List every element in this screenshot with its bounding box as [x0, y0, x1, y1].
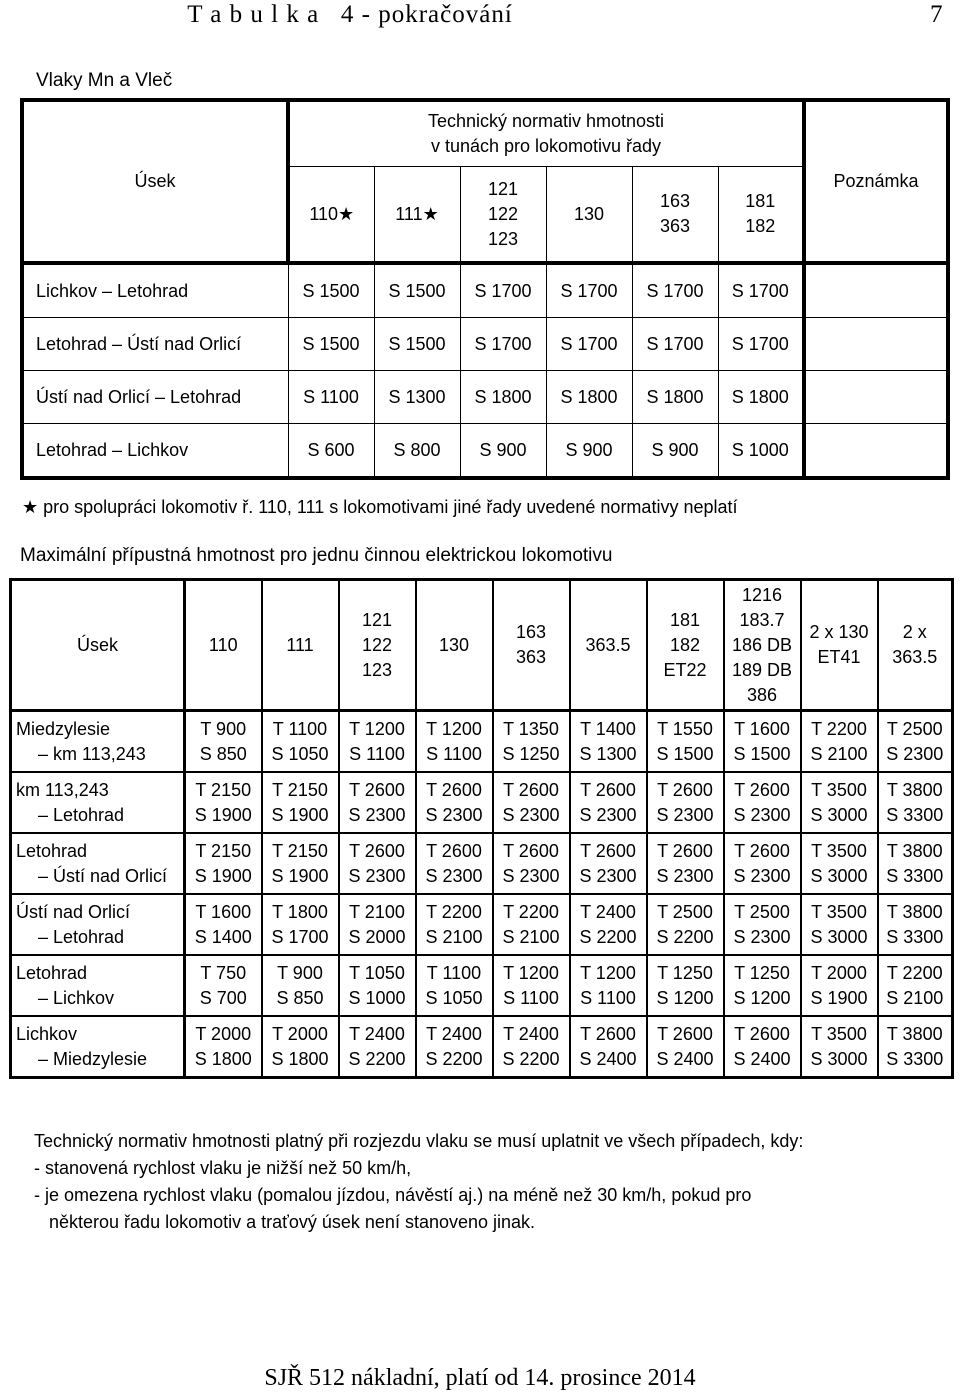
value-cell: S 1500 [288, 318, 374, 371]
value-s: S 2100 [886, 987, 944, 1008]
header-loco: 110 [185, 580, 262, 711]
value-s: S 1900 [810, 987, 868, 1008]
header-loco: 181 182 ET22 [647, 580, 724, 711]
value-cell: S 1100 [288, 371, 374, 424]
value-s: S 2400 [733, 1048, 791, 1069]
value-t: T 2150 [272, 840, 328, 861]
value-t: T 2200 [886, 962, 943, 983]
value-cell: S 1700 [460, 263, 546, 318]
value-s: S 1100 [503, 987, 559, 1008]
value-cell: S 900 [632, 424, 718, 479]
page-number: 7 [930, 1, 943, 28]
value-s: S 2300 [656, 865, 714, 886]
table-row [11, 833, 953, 894]
value-s: S 1200 [656, 987, 714, 1008]
value-s: S 2400 [656, 1048, 714, 1069]
value-s: S 2100 [425, 926, 483, 947]
value-cell [339, 1016, 416, 1078]
header-loco: 111★ [374, 167, 460, 264]
value-t: T 2200 [426, 901, 482, 922]
route-cell: Lichkov – Letohrad [22, 263, 288, 318]
header-loco: 181 182 [718, 167, 804, 264]
value-cell [801, 1016, 878, 1078]
value-s: S 1500 [656, 743, 714, 764]
value-cell [878, 711, 953, 773]
value-s: S 3300 [886, 1048, 944, 1069]
value-cell [724, 833, 801, 894]
value-cell [801, 955, 878, 1016]
value-cell: S 1700 [546, 318, 632, 371]
value-t: T 2600 [426, 779, 482, 800]
route-to: – Miedzylesie [38, 1048, 148, 1069]
value-s: S 2300 [425, 865, 483, 886]
value-cell [647, 894, 724, 955]
header-loco: 2 x 363.5 [878, 580, 953, 711]
value-s: S 3000 [810, 804, 868, 825]
value-cell [493, 955, 570, 1016]
route-cell: Ústí nad Orlicí – Letohrad [22, 371, 288, 424]
route-from: km 113,243 [16, 779, 109, 800]
value-s: S 1050 [425, 987, 483, 1008]
value-s: S 1100 [426, 743, 482, 764]
table-row [22, 371, 948, 424]
value-s: S 1300 [579, 743, 637, 764]
value-t: T 2100 [349, 901, 405, 922]
value-t: T 750 [200, 962, 247, 983]
value-t: T 1050 [349, 962, 405, 983]
value-cell [185, 711, 262, 773]
value-cell [339, 833, 416, 894]
value-cell [185, 772, 262, 833]
value-cell [493, 711, 570, 773]
route-to: – Lichkov [38, 987, 115, 1008]
value-t: T 1200 [349, 718, 405, 739]
value-cell [647, 1016, 724, 1078]
value-t: T 3500 [811, 1023, 867, 1044]
value-cell [185, 955, 262, 1016]
value-t: T 2400 [580, 901, 636, 922]
table-row [22, 263, 948, 318]
value-s: S 2300 [348, 804, 406, 825]
header-section: Úsek [11, 580, 185, 711]
normative-weight-table [20, 98, 950, 480]
value-cell: S 1700 [546, 263, 632, 318]
value-t: T 1100 [272, 718, 328, 739]
value-cell [262, 833, 339, 894]
note-line: některou řadu lokomotiv a traťový úsek není stanoveno jinak. [34, 1212, 536, 1232]
value-cell [570, 772, 647, 833]
notes-block [34, 1128, 944, 1236]
value-cell [416, 833, 493, 894]
value-cell [262, 1016, 339, 1078]
value-cell: S 1000 [718, 424, 804, 479]
value-cell [570, 955, 647, 1016]
header-group [288, 100, 804, 167]
value-s: S 3300 [886, 804, 944, 825]
value-cell: S 900 [460, 424, 546, 479]
value-t: T 1600 [195, 901, 252, 922]
value-s: S 2200 [348, 1048, 406, 1069]
value-s: S 2100 [502, 926, 560, 947]
value-t: T 3800 [886, 840, 943, 861]
route-cell: Letohrad – Ústí nad Orlicí [22, 318, 288, 371]
value-cell [724, 1016, 801, 1078]
value-cell [647, 772, 724, 833]
header-group-subtitle: v tunách pro lokomotivu řady [430, 136, 662, 156]
value-s: S 2300 [348, 865, 406, 886]
value-s: S 2200 [502, 1048, 560, 1069]
value-t: T 2600 [734, 840, 790, 861]
value-cell [262, 711, 339, 773]
route-to: – Letohrad [38, 804, 125, 825]
value-cell [878, 1016, 953, 1078]
value-s: S 1700 [271, 926, 329, 947]
value-t: T 2600 [580, 779, 636, 800]
value-t: T 1200 [426, 718, 482, 739]
remark-cell [804, 263, 948, 318]
route-from: Lichkov [16, 1023, 78, 1044]
value-cell [493, 894, 570, 955]
value-cell [262, 894, 339, 955]
remark-cell [804, 318, 948, 371]
value-t: T 2150 [195, 779, 252, 800]
note-line: - stanovená rychlost vlaku je nižší než 50 km/h, [34, 1158, 412, 1178]
remark-cell [804, 371, 948, 424]
route-cell [11, 833, 185, 894]
note-line: - je omezena rychlost vlaku (pomalou jízdou, návěstí aj.) na méně než 30 km/h, pokud pro [34, 1185, 752, 1205]
value-s: S 1100 [580, 987, 636, 1008]
note-line: Technický normativ hmotnosti platný při rozjezdu vlaku se musí uplatnit ve všech případech, kdy: [34, 1131, 804, 1151]
value-t: T 3500 [811, 840, 867, 861]
value-cell [493, 772, 570, 833]
header-loco: 363.5 [570, 580, 647, 711]
value-cell: S 1500 [374, 263, 460, 318]
route-to: – km 113,243 [38, 743, 146, 764]
remark-cell [804, 424, 948, 479]
header-loco: 163 363 [493, 580, 570, 711]
page-footer: SJŘ 512 nákladní, platí od 14. prosince 2014 [264, 1365, 696, 1391]
header-loco: 163 363 [632, 167, 718, 264]
value-t: T 2600 [734, 1023, 790, 1044]
value-cell [724, 894, 801, 955]
value-cell [339, 711, 416, 773]
header-loco: 2 x 130 ET41 [801, 580, 878, 711]
table-row [22, 424, 948, 479]
value-t: T 2600 [503, 779, 559, 800]
value-cell [416, 772, 493, 833]
table-row [11, 772, 953, 833]
value-s: S 2300 [733, 865, 791, 886]
value-s: S 2300 [886, 743, 944, 764]
value-cell [570, 894, 647, 955]
value-s: S 1500 [733, 743, 791, 764]
header-loco: 1216 183.7 186 DB 189 DB 386 [724, 580, 801, 711]
value-cell [724, 711, 801, 773]
table-row [11, 1016, 953, 1078]
value-t: T 2500 [734, 901, 790, 922]
section-title-max-weight: Maximální přípustná hmotnost pro jednu činnou elektrickou lokomotivu [20, 545, 613, 566]
route-from: Ústí nad Orlicí [16, 901, 131, 922]
value-s: S 2300 [502, 804, 560, 825]
value-cell [570, 833, 647, 894]
value-t: T 1100 [426, 962, 482, 983]
value-s: S 1900 [271, 865, 329, 886]
value-t: T 1600 [734, 718, 790, 739]
header-loco: 130 [546, 167, 632, 264]
header-loco: 121 122 123 [460, 167, 546, 264]
value-s: S 850 [199, 743, 247, 764]
value-cell [416, 711, 493, 773]
header-loco: 111 [262, 580, 339, 711]
value-cell [801, 894, 878, 955]
route-from: Letohrad [16, 962, 88, 983]
value-cell [262, 772, 339, 833]
value-t: T 2600 [580, 1023, 636, 1044]
route-cell: Letohrad – Lichkov [22, 424, 288, 479]
value-cell: S 1700 [632, 263, 718, 318]
value-s: S 2300 [502, 865, 560, 886]
value-t: T 2600 [426, 840, 482, 861]
value-cell [647, 711, 724, 773]
table-row [11, 955, 953, 1016]
table-row [22, 318, 948, 371]
value-s: S 1250 [502, 743, 560, 764]
value-cell [724, 772, 801, 833]
value-cell [801, 711, 878, 773]
page-header-title: T a b u l k a 4 - pokračování [187, 1, 513, 28]
value-s: S 1000 [348, 987, 406, 1008]
value-s: S 1900 [271, 804, 329, 825]
value-s: S 700 [199, 987, 247, 1008]
value-s: S 2300 [579, 804, 637, 825]
value-cell [185, 833, 262, 894]
value-t: T 3800 [886, 901, 943, 922]
value-cell [570, 711, 647, 773]
header-loco: 110★ [288, 167, 374, 264]
value-t: T 1350 [503, 718, 559, 739]
route-to: – Letohrad [38, 926, 125, 947]
value-t: T 2600 [580, 840, 636, 861]
value-cell: S 1800 [718, 371, 804, 424]
value-t: T 2500 [657, 901, 713, 922]
value-s: S 1200 [733, 987, 791, 1008]
value-t: T 2600 [349, 779, 405, 800]
header-group-title: Technický normativ hmotnosti [427, 111, 665, 131]
value-s: S 1050 [271, 743, 329, 764]
value-cell: S 1500 [374, 318, 460, 371]
value-cell: S 1700 [460, 318, 546, 371]
value-cell [878, 833, 953, 894]
value-cell [416, 955, 493, 1016]
value-cell: S 900 [546, 424, 632, 479]
value-cell [878, 772, 953, 833]
header-remark: Poznámka [804, 100, 948, 263]
value-t: T 2600 [503, 840, 559, 861]
value-s: S 850 [276, 987, 324, 1008]
value-cell [878, 894, 953, 955]
value-s: S 3000 [810, 865, 868, 886]
value-t: T 2600 [657, 779, 713, 800]
value-t: T 900 [200, 718, 247, 739]
max-weight-table [9, 578, 954, 1079]
value-t: T 2150 [195, 840, 252, 861]
value-cell: S 1700 [632, 318, 718, 371]
value-cell [647, 955, 724, 1016]
value-cell [339, 772, 416, 833]
value-t: T 2200 [503, 901, 559, 922]
value-t: T 1200 [503, 962, 559, 983]
value-t: T 3800 [886, 779, 943, 800]
value-t: T 1250 [657, 962, 713, 983]
value-t: T 1550 [657, 718, 713, 739]
value-cell [724, 955, 801, 1016]
value-cell: S 1700 [718, 263, 804, 318]
value-t: T 2200 [811, 718, 867, 739]
value-s: S 2300 [733, 804, 791, 825]
value-t: T 2150 [272, 779, 328, 800]
value-t: T 2400 [426, 1023, 482, 1044]
value-t: T 2000 [811, 962, 867, 983]
value-s: S 2200 [579, 926, 637, 947]
value-s: S 1400 [194, 926, 252, 947]
value-cell [416, 1016, 493, 1078]
value-cell: S 1800 [460, 371, 546, 424]
value-s: S 1800 [271, 1048, 329, 1069]
value-s: S 3000 [810, 926, 868, 947]
value-t: T 1400 [580, 718, 636, 739]
value-s: S 2300 [425, 804, 483, 825]
header-loco: 121 122 123 [339, 580, 416, 711]
value-s: S 1900 [194, 804, 252, 825]
header-loco: 130 [416, 580, 493, 711]
route-cell [11, 1016, 185, 1078]
value-cell [647, 833, 724, 894]
value-cell [185, 894, 262, 955]
value-t: T 2400 [349, 1023, 405, 1044]
value-s: S 2400 [579, 1048, 637, 1069]
route-cell [11, 955, 185, 1016]
value-s: S 2200 [656, 926, 714, 947]
value-t: T 2600 [657, 840, 713, 861]
route-to: – Ústí nad Orlicí [38, 865, 168, 886]
value-s: S 2300 [733, 926, 791, 947]
value-s: S 3000 [810, 1048, 868, 1069]
footnote: ★ pro spolupráci lokomotiv ř. 110, 111 s lokomotivami jiné řady uvedené normativy neplatí [22, 497, 738, 517]
value-cell: S 1800 [632, 371, 718, 424]
value-cell: S 1500 [288, 263, 374, 318]
section-title-mn-vlec: Vlaky Mn a Vleč [36, 70, 173, 91]
value-cell [493, 1016, 570, 1078]
value-t: T 900 [277, 962, 323, 983]
value-t: T 2000 [272, 1023, 328, 1044]
route-from: Miedzylesie [16, 718, 111, 739]
value-s: S 1800 [194, 1048, 252, 1069]
value-t: T 2500 [886, 718, 943, 739]
value-t: T 3500 [811, 779, 867, 800]
max-weight-table-body [11, 711, 953, 1078]
value-cell [262, 955, 339, 1016]
value-s: S 2300 [656, 804, 714, 825]
header-section: Úsek [22, 100, 288, 263]
value-t: T 2600 [657, 1023, 713, 1044]
value-t: T 2600 [734, 779, 790, 800]
value-cell [801, 833, 878, 894]
value-t: T 2400 [503, 1023, 559, 1044]
value-t: T 1800 [272, 901, 328, 922]
route-cell [11, 894, 185, 955]
value-s: S 2000 [348, 926, 406, 947]
value-cell: S 1700 [718, 318, 804, 371]
value-s: S 2200 [425, 1048, 483, 1069]
value-cell: S 800 [374, 424, 460, 479]
value-cell [570, 1016, 647, 1078]
value-s: S 1900 [194, 865, 252, 886]
value-cell: S 600 [288, 424, 374, 479]
value-t: T 1250 [734, 962, 790, 983]
value-s: S 3300 [886, 926, 944, 947]
value-cell [185, 1016, 262, 1078]
value-cell [416, 894, 493, 955]
table-row [11, 711, 953, 773]
value-t: T 3500 [811, 901, 867, 922]
value-t: T 3800 [886, 1023, 943, 1044]
value-t: T 1200 [580, 962, 636, 983]
value-s: S 3300 [886, 865, 944, 886]
value-cell [339, 955, 416, 1016]
value-t: T 2600 [349, 840, 405, 861]
route-cell [11, 711, 185, 773]
value-t: T 2000 [195, 1023, 252, 1044]
value-cell [339, 894, 416, 955]
value-cell: S 1300 [374, 371, 460, 424]
value-cell [878, 955, 953, 1016]
table-row [11, 894, 953, 955]
route-from: Letohrad [16, 840, 88, 861]
value-cell: S 1800 [546, 371, 632, 424]
value-s: S 2100 [810, 743, 868, 764]
value-cell [493, 833, 570, 894]
value-s: S 1100 [349, 743, 405, 764]
route-cell [11, 772, 185, 833]
value-cell [801, 772, 878, 833]
value-s: S 2300 [579, 865, 637, 886]
